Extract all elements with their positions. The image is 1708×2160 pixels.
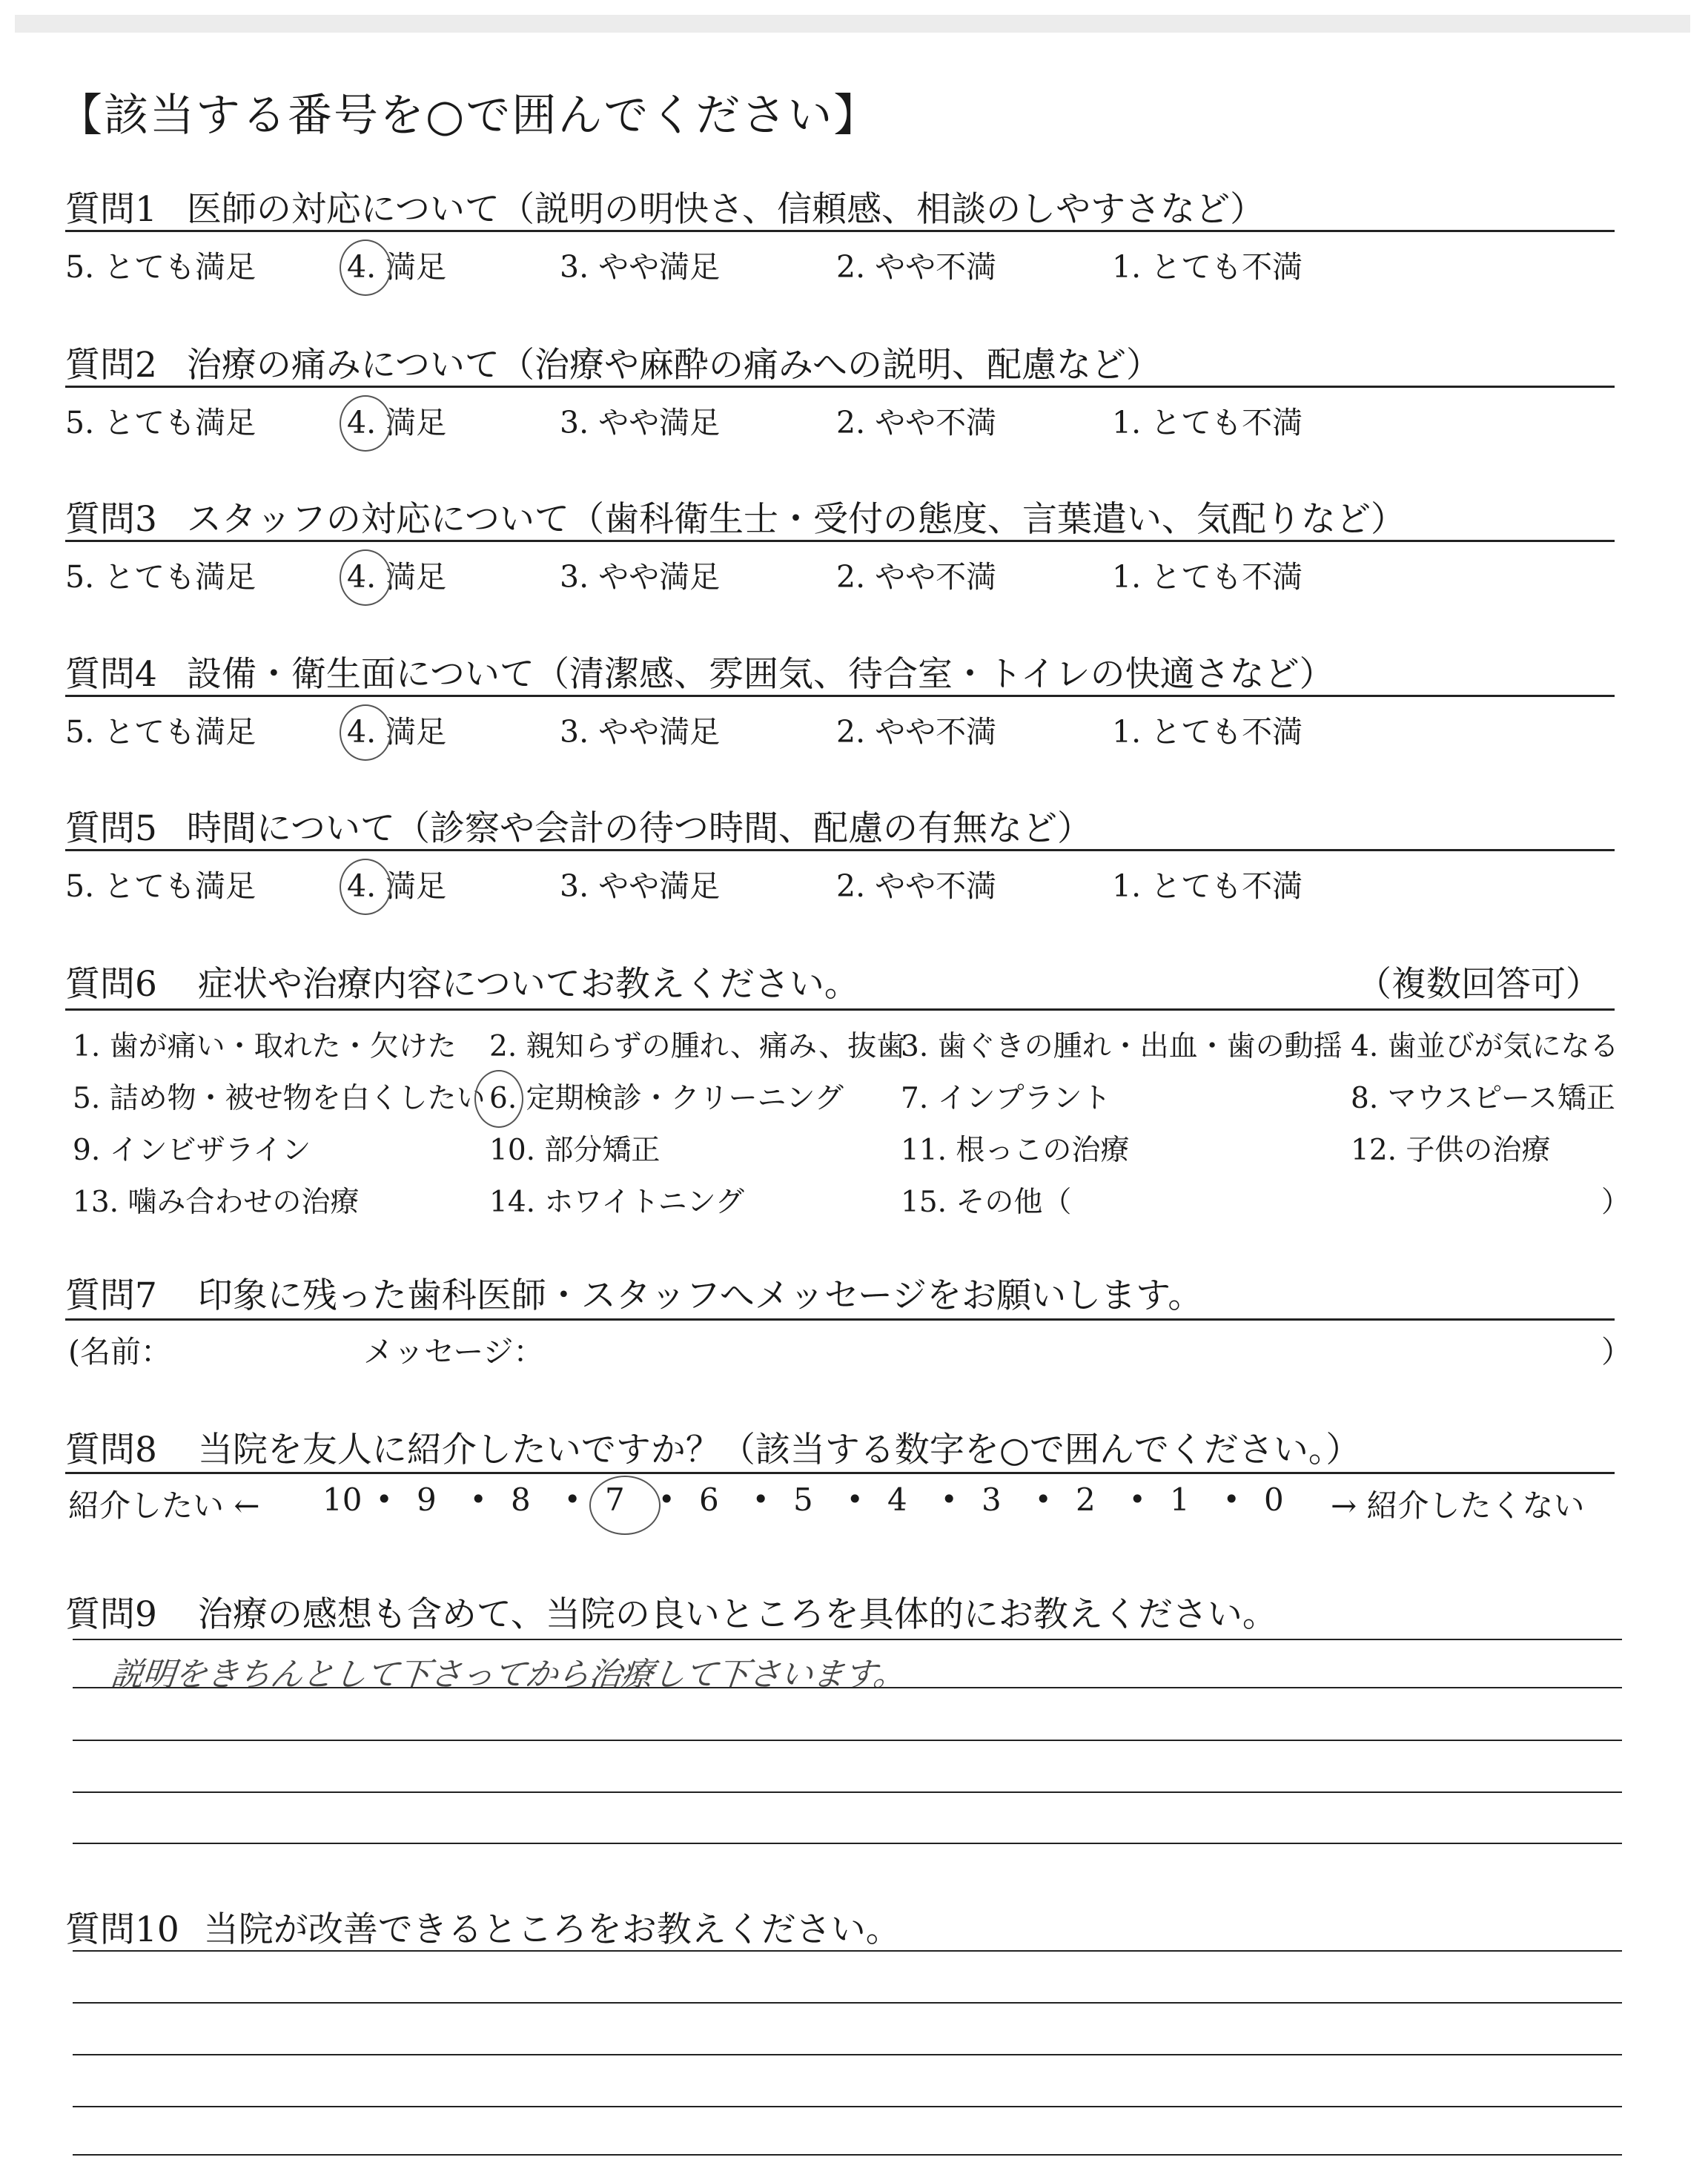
q8-scale-separator: • [847,1483,864,1516]
rating-option[interactable]: 1. とても不満 [1112,405,1303,440]
rating-option[interactable]: 5. とても満足 [65,714,256,750]
q8-text: 当院を友人に紹介したいですか？（該当する数字を○で囲んでください。） [197,1430,1361,1470]
q8-scale-separator: • [941,1483,958,1516]
q8-selection-circle [589,1476,661,1535]
q8-scale-separator: • [470,1483,487,1516]
rating-option[interactable]: 5. とても満足 [65,559,256,595]
rating-option[interactable]: 1. とても不満 [1112,559,1303,595]
q6-option[interactable]: 9. インビザライン [73,1134,311,1167]
q4-rule [65,695,1615,697]
q1-label: 質問1 [65,189,157,230]
q9-line [73,1791,1622,1793]
rating-option[interactable]: 4. 満足 [347,405,447,440]
q7-rule [65,1318,1615,1321]
q3-rule [65,540,1615,542]
q9-line [73,1843,1622,1844]
q8-scale-number[interactable]: 9 [417,1482,437,1518]
q1-heading [65,182,1265,231]
rating-option[interactable]: 1. とても不満 [1112,249,1303,285]
q8-scale-separator: • [376,1483,393,1516]
q3-heading [65,492,1406,541]
q9-label: 質問9 [65,1594,157,1635]
q6-option[interactable]: 8. マウスピース矯正 [1351,1082,1615,1115]
q6-option[interactable]: 4. 歯並びが気になる [1351,1030,1619,1063]
q8-scale-number[interactable]: 6 [699,1482,719,1518]
q2-rule [65,386,1615,388]
q2-heading [65,337,1161,387]
q9-line [73,1639,1622,1640]
rating-option[interactable]: 2. やや不満 [836,868,997,904]
q6-option[interactable]: 5. 詰め物・被せ物を白くしたい [73,1082,486,1115]
q6-option[interactable]: 15. その他（ [901,1186,1072,1219]
q4-label: 質問4 [65,654,157,695]
rating-option[interactable]: 5. とても満足 [65,868,256,904]
q9-line [73,1687,1622,1688]
q6-multi-note: （複数回答可） [1357,964,1601,1005]
q8-scale-separator: • [752,1483,769,1516]
q1-text: 医師の対応について（説明の明快さ、信頼感、相談のしやすさなど） [186,189,1265,230]
q7-label: 質問7 [65,1275,157,1316]
rating-option[interactable]: 3. やや満足 [560,559,721,595]
q8-left-label: 紹介したい ← [68,1487,260,1524]
q3-text: スタッフの対応について（歯科衛生士・受付の態度、言葉遣い、気配りなど） [186,499,1406,540]
q8-rule [65,1472,1615,1474]
q6-option[interactable]: 11. 根っこの治療 [901,1134,1130,1167]
q6-option[interactable]: 13. 噛み合わせの治療 [73,1186,360,1219]
q8-scale-separator: • [658,1483,675,1516]
q6-heading [65,957,859,1006]
rating-option[interactable]: 4. 満足 [347,868,447,904]
rating-option[interactable]: 1. とても不満 [1112,714,1303,750]
q7-name-label: (名前： [68,1334,171,1370]
rating-option[interactable]: 1. とても不満 [1112,868,1303,904]
q8-scale-number[interactable]: 3 [982,1482,1002,1518]
q2-text: 治療の痛みについて（治療や麻酔の痛みへの説明、配慮など） [186,345,1162,386]
q6-label: 質問6 [65,964,157,1005]
q8-scale-number[interactable]: 0 [1264,1482,1284,1518]
q8-scale-number[interactable]: 2 [1076,1482,1096,1518]
q6-rule [65,1008,1615,1011]
q10-line [73,2054,1622,2055]
q8-scale-number[interactable]: 7 [605,1482,625,1518]
q6-option[interactable]: ） [1601,1186,1631,1219]
rating-option[interactable]: 3. やや満足 [560,405,721,440]
q7-text: 印象に残った歯科医師・スタッフへメッセージをお願いします。 [197,1275,1203,1316]
scan-edge [15,15,1690,33]
q5-text: 時間について（診察や会計の待つ時間、配慮の有無など） [186,808,1092,849]
q7-message-label: メッセージ： [363,1334,544,1370]
rating-option[interactable]: 4. 満足 [347,249,447,285]
q9-heading [65,1587,1277,1636]
q10-label: 質問10 [65,1909,179,1950]
page-title: 【該当する番号を○で囲んでください】 [58,90,880,142]
q8-right-label: → 紹介したくない [1331,1487,1585,1524]
q10-text: 当院が改善できるところをお教えください。 [203,1909,901,1950]
rating-option[interactable]: 2. やや不満 [836,405,997,440]
q6-option[interactable]: 3. 歯ぐきの腫れ・出血・歯の動揺 [901,1030,1343,1063]
q8-scale-number[interactable]: 4 [887,1482,907,1518]
q6-option[interactable]: 14. ホワイトニング [489,1186,744,1219]
q10-line [73,2002,1622,2004]
q4-text: 設備・衛生面について（清潔感、雰囲気、待合室・トイレの快適さなど） [186,654,1334,695]
q6-option[interactable]: 7. インプラント [901,1082,1111,1115]
q5-heading [65,801,1092,851]
q6-option[interactable]: 6. 定期検診・クリーニング [489,1082,844,1115]
q3-label: 質問3 [65,499,157,540]
q8-scale-number[interactable]: 8 [511,1482,531,1518]
rating-option[interactable]: 2. やや不満 [836,559,997,595]
q6-text: 症状や治療内容についてお教えください。 [197,964,859,1005]
q8-scale-separator: • [1129,1483,1146,1516]
q8-scale-separator: • [564,1483,581,1516]
q1-rule [65,230,1615,232]
q9-line [73,1740,1622,1741]
q6-option[interactable]: 1. 歯が痛い・取れた・欠けた [73,1030,457,1063]
q5-rule [65,849,1615,851]
q9-handwritten-answer: 説明をきちんとして下さってから治療して下さいます。 [108,1656,907,1694]
q4-heading [65,647,1334,696]
q10-line [73,1950,1622,1952]
rating-option[interactable]: 4. 満足 [347,714,447,750]
q7-heading [65,1268,1202,1318]
q5-label: 質問5 [65,808,157,849]
q8-scale-number[interactable]: 1 [1170,1482,1190,1518]
q8-scale-number[interactable]: 5 [793,1482,813,1518]
q7-close-paren: ） [1601,1334,1632,1370]
q2-label: 質問2 [65,345,157,386]
q6-option[interactable]: 10. 部分矯正 [489,1134,661,1167]
q10-line [73,2106,1622,2107]
q8-scale-separator: • [1223,1483,1240,1516]
q6-option[interactable]: 2. 親知らずの腫れ、痛み、抜歯 [489,1030,906,1063]
q6-option[interactable]: 12. 子供の治療 [1351,1134,1551,1167]
q10-heading [65,1902,901,1952]
rating-option[interactable]: 2. やや不満 [836,714,997,750]
q8-heading [65,1422,1360,1472]
rating-option[interactable]: 5. とても満足 [65,405,256,440]
rating-option[interactable]: 3. やや満足 [560,714,721,750]
rating-option[interactable]: 4. 満足 [347,559,447,595]
q9-text: 治療の感想も含めて、当院の良いところを具体的にお教えください。 [197,1594,1277,1635]
rating-option[interactable]: 2. やや不満 [836,249,997,285]
q8-label: 質問8 [65,1430,157,1470]
q8-scale-number[interactable]: 10 [322,1482,363,1518]
q10-line [73,2154,1622,2156]
q8-scale-separator: • [1035,1483,1052,1516]
rating-option[interactable]: 3. やや満足 [560,249,721,285]
rating-option[interactable]: 5. とても満足 [65,249,256,285]
rating-option[interactable]: 3. やや満足 [560,868,721,904]
